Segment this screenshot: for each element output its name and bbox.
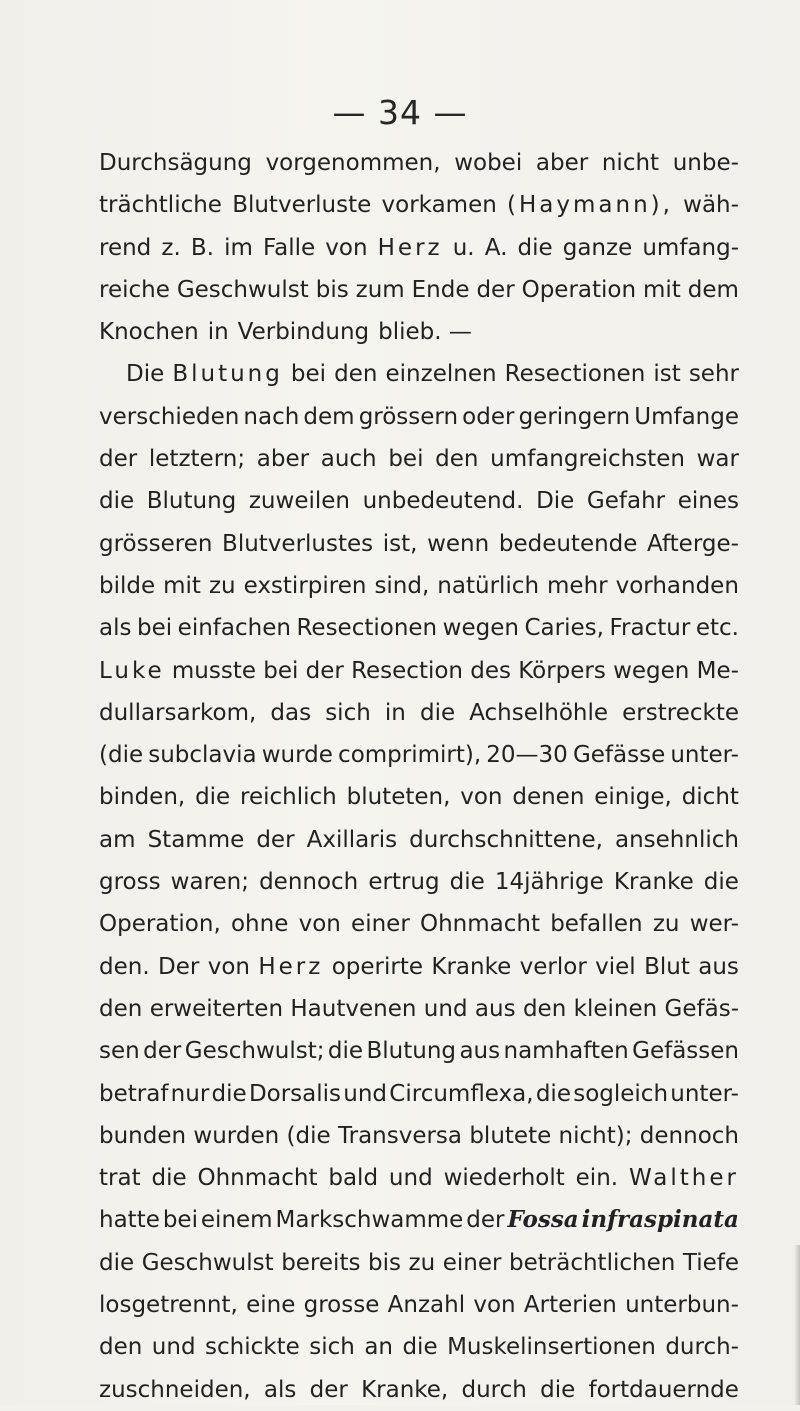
word: ansehnlich bbox=[614, 826, 739, 853]
word: Blutverluste bbox=[232, 192, 372, 219]
word: Dorsalis bbox=[248, 1080, 342, 1107]
word: Resectionen bbox=[504, 361, 646, 388]
word: ist bbox=[653, 361, 681, 388]
word: Caries, bbox=[524, 615, 604, 642]
word: unterbun- bbox=[625, 1292, 739, 1319]
word: Geschwulst; bbox=[184, 1038, 325, 1065]
word: einer bbox=[351, 911, 410, 938]
word: etc. bbox=[695, 615, 739, 642]
word: Gefässe bbox=[572, 742, 666, 769]
word: dennoch bbox=[639, 1122, 739, 1149]
text-line bbox=[99, 692, 739, 734]
text-line bbox=[99, 607, 739, 649]
word: den. bbox=[99, 953, 150, 980]
word: zum bbox=[355, 276, 405, 303]
word: verlor bbox=[519, 953, 587, 980]
word: binden, bbox=[99, 784, 186, 811]
text-line bbox=[99, 184, 739, 226]
text-line bbox=[99, 480, 739, 522]
word: bunden bbox=[99, 1122, 187, 1149]
word: ist, bbox=[382, 530, 418, 557]
word: wäh- bbox=[683, 192, 739, 219]
word: dennoch bbox=[259, 869, 359, 896]
word: Fossa bbox=[507, 1206, 579, 1234]
body-text bbox=[99, 142, 739, 1411]
word: Ohnmacht bbox=[419, 911, 540, 938]
text-line bbox=[99, 1073, 739, 1115]
word: an bbox=[364, 1334, 393, 1361]
word: durchschnittene, bbox=[409, 826, 603, 853]
word: den bbox=[334, 361, 378, 388]
text-line bbox=[99, 861, 739, 903]
word: durch bbox=[461, 1376, 527, 1403]
word: Blut bbox=[644, 953, 690, 980]
word: dem bbox=[687, 276, 739, 303]
word: Muskelinsertionen bbox=[447, 1334, 656, 1361]
word: verschieden bbox=[99, 403, 240, 430]
word: (die bbox=[286, 1122, 331, 1149]
word: B. bbox=[190, 234, 214, 261]
word: rend bbox=[99, 234, 152, 261]
word: comprimirt), bbox=[338, 742, 482, 769]
word: einer bbox=[442, 1249, 502, 1276]
word: zu bbox=[408, 1249, 436, 1276]
word: Geschwulst bbox=[141, 1249, 274, 1276]
word: Anzahl bbox=[387, 1292, 466, 1319]
word: bei bbox=[388, 446, 424, 473]
word: die bbox=[195, 784, 231, 811]
word: denen bbox=[512, 784, 585, 811]
word: z. bbox=[161, 234, 181, 261]
text-line bbox=[99, 946, 739, 988]
word: unbe- bbox=[672, 150, 739, 176]
text-line bbox=[99, 565, 739, 607]
word: vorkamen bbox=[381, 192, 497, 219]
word: musste bbox=[171, 657, 256, 684]
text-line bbox=[99, 776, 739, 818]
word: umfang- bbox=[642, 234, 739, 261]
word: geringern bbox=[518, 403, 631, 430]
word: infraspinata bbox=[581, 1206, 739, 1234]
word: Die bbox=[126, 361, 165, 388]
word: den bbox=[435, 446, 479, 473]
word: Circumflexa, bbox=[389, 1080, 534, 1107]
word: Gefässen bbox=[632, 1038, 739, 1065]
word: der bbox=[309, 1376, 348, 1403]
word: Blutverlustes bbox=[222, 530, 374, 557]
word: Hautvenen bbox=[290, 995, 417, 1022]
word: einige, bbox=[594, 784, 672, 811]
word: eine bbox=[246, 1292, 296, 1319]
word: zuweilen bbox=[248, 488, 350, 515]
word: der bbox=[143, 1038, 182, 1065]
word: Operation, bbox=[99, 911, 221, 938]
word: im bbox=[224, 234, 253, 261]
word: in bbox=[384, 699, 406, 726]
word: (Haymann), bbox=[507, 192, 673, 219]
text-line bbox=[99, 438, 739, 480]
word: fortdauernde bbox=[588, 1376, 739, 1403]
word: mehr bbox=[547, 572, 608, 599]
word: eines bbox=[677, 488, 739, 515]
word: Markschwamme bbox=[275, 1207, 464, 1234]
word: Durchsägung bbox=[99, 150, 252, 176]
word: erweiterten bbox=[149, 995, 284, 1022]
word: die bbox=[151, 1165, 187, 1192]
word: auch bbox=[320, 446, 377, 473]
word: bereits bbox=[281, 1249, 361, 1276]
word: beträchtlichen bbox=[509, 1249, 676, 1276]
word: subclavia bbox=[148, 742, 257, 769]
word: bilde bbox=[99, 572, 156, 599]
word: Knochen bbox=[99, 319, 199, 346]
text-line bbox=[99, 1157, 739, 1199]
word: den bbox=[522, 995, 567, 1022]
word: Operation bbox=[521, 276, 637, 303]
word: mit bbox=[643, 276, 681, 303]
word: als bbox=[263, 1376, 297, 1403]
word: bei bbox=[263, 657, 299, 684]
word: nicht bbox=[601, 150, 660, 176]
word: aber bbox=[256, 446, 310, 473]
word: Blutung bbox=[146, 488, 237, 515]
word: 20—30 bbox=[486, 742, 568, 769]
word: sehr bbox=[688, 361, 739, 388]
word: dullarsarkom, bbox=[99, 699, 257, 726]
word: bei bbox=[137, 615, 173, 642]
word: Walther bbox=[628, 1165, 739, 1192]
word: Ohnmacht bbox=[197, 1165, 318, 1192]
word: bluteten, bbox=[346, 784, 451, 811]
word: Umfange bbox=[634, 403, 739, 430]
word: Ende bbox=[411, 276, 470, 303]
word: bei bbox=[290, 361, 327, 388]
word: Geschwulst bbox=[176, 276, 309, 303]
word: durch- bbox=[665, 1334, 739, 1361]
word: wurde bbox=[261, 742, 333, 769]
word: die bbox=[703, 869, 739, 896]
word: und bbox=[388, 1165, 433, 1192]
word: wenn bbox=[427, 530, 490, 557]
word: in bbox=[207, 319, 229, 346]
word: unter- bbox=[670, 742, 739, 769]
word: einfachen bbox=[177, 615, 291, 642]
text-line bbox=[99, 988, 739, 1030]
word: den bbox=[99, 1334, 143, 1361]
word: bedeutende bbox=[498, 530, 638, 557]
word: der bbox=[305, 657, 344, 684]
text-line bbox=[99, 269, 739, 311]
word: unbedeutend. bbox=[362, 488, 524, 515]
word: bis bbox=[315, 276, 349, 303]
word: Afterge- bbox=[647, 530, 739, 557]
word: reiche bbox=[99, 276, 170, 303]
word: bald bbox=[328, 1165, 379, 1192]
word: von bbox=[473, 1292, 516, 1319]
word: Resectionen bbox=[296, 615, 438, 642]
word: Kranke bbox=[613, 869, 694, 896]
word: Kranke bbox=[431, 953, 512, 980]
word: Achselhöhle bbox=[469, 699, 609, 726]
text-line bbox=[99, 142, 739, 184]
text-line bbox=[99, 523, 739, 565]
word: sich bbox=[309, 1334, 355, 1361]
word: wer- bbox=[689, 911, 739, 938]
word: ganze bbox=[562, 234, 633, 261]
word: nicht); bbox=[558, 1122, 633, 1149]
word: die bbox=[449, 869, 485, 896]
text-line bbox=[99, 734, 739, 776]
word: aus bbox=[698, 953, 739, 980]
word: vorgenommen, bbox=[265, 150, 441, 176]
word: Blutung bbox=[366, 1038, 457, 1065]
text-line bbox=[99, 903, 739, 945]
word: gross bbox=[99, 869, 161, 896]
word: erstreckte bbox=[622, 699, 739, 726]
word: sind, bbox=[374, 572, 430, 599]
word: Körpers bbox=[518, 657, 606, 684]
word: Axillaris bbox=[306, 826, 398, 853]
word: blutete bbox=[469, 1122, 552, 1149]
word: ohne bbox=[230, 911, 289, 938]
word: wegen bbox=[613, 657, 690, 684]
word: wegen bbox=[442, 615, 519, 642]
text-line bbox=[99, 353, 739, 395]
word: der bbox=[466, 1207, 505, 1234]
word: betraf bbox=[99, 1080, 169, 1107]
word: von bbox=[298, 911, 341, 938]
word: oder bbox=[462, 403, 515, 430]
word: und bbox=[151, 1334, 196, 1361]
word: Herz bbox=[377, 234, 443, 261]
word: grösseren bbox=[99, 530, 213, 557]
word: der bbox=[99, 446, 138, 473]
word: befallen bbox=[550, 911, 643, 938]
word: zu bbox=[208, 572, 236, 599]
word: 14jährige bbox=[494, 869, 604, 896]
word: die bbox=[535, 1080, 571, 1107]
word: mit bbox=[163, 572, 201, 599]
word: von bbox=[207, 953, 250, 980]
page-edge-shadow bbox=[794, 1245, 800, 1405]
word: das bbox=[270, 699, 312, 726]
text-line bbox=[99, 311, 739, 353]
word: Stamme bbox=[147, 826, 245, 853]
word: die bbox=[402, 1334, 438, 1361]
text-line bbox=[99, 1326, 739, 1368]
word: wiederholt bbox=[443, 1165, 565, 1192]
word: reichlich bbox=[240, 784, 337, 811]
word: letztern; bbox=[148, 446, 246, 473]
word: wurden bbox=[193, 1122, 280, 1149]
word: Fractur bbox=[609, 615, 691, 642]
word: Verbindung bbox=[237, 319, 370, 346]
word: zuschneiden, bbox=[99, 1376, 251, 1403]
word: blieb. — bbox=[378, 319, 472, 346]
page-number: — 34 — bbox=[332, 93, 468, 132]
word: A. bbox=[484, 234, 508, 261]
word: waren; bbox=[170, 869, 249, 896]
word: dicht bbox=[681, 784, 739, 811]
word: Transversa bbox=[337, 1122, 463, 1149]
text-line bbox=[99, 1199, 739, 1241]
word: die bbox=[419, 699, 456, 726]
word: Tiefe bbox=[682, 1249, 739, 1276]
word: umfangreichsten bbox=[490, 446, 685, 473]
word: einzelnen bbox=[385, 361, 497, 388]
word: die bbox=[540, 1376, 576, 1403]
word: aus bbox=[474, 995, 516, 1022]
text-line bbox=[99, 1115, 739, 1157]
word: Gefäs- bbox=[664, 995, 739, 1022]
word: vorhanden bbox=[615, 572, 739, 599]
text-line bbox=[99, 1284, 739, 1326]
word: bis bbox=[368, 1249, 401, 1276]
word: sich bbox=[325, 699, 371, 726]
word: als bbox=[99, 615, 132, 642]
word: der bbox=[476, 276, 515, 303]
word: des bbox=[470, 657, 511, 684]
word: Kranke, bbox=[361, 1376, 449, 1403]
word: am bbox=[99, 826, 136, 853]
text-line bbox=[99, 227, 739, 269]
word: die bbox=[211, 1080, 247, 1107]
word: unter- bbox=[670, 1080, 739, 1107]
word: und bbox=[343, 1080, 388, 1107]
word: hatte bbox=[99, 1207, 160, 1234]
word: trächtliche bbox=[99, 192, 222, 219]
text-line bbox=[99, 819, 739, 861]
word: den bbox=[99, 995, 143, 1022]
word: die bbox=[517, 234, 553, 261]
word: war bbox=[696, 446, 739, 473]
word: ertrug bbox=[368, 869, 440, 896]
word: die bbox=[99, 488, 135, 515]
word: die bbox=[99, 1249, 135, 1276]
text-line bbox=[99, 1030, 739, 1072]
word: losgetrennt, bbox=[99, 1292, 238, 1319]
word: dem bbox=[303, 403, 355, 430]
word: Falle bbox=[263, 234, 316, 261]
word: von bbox=[460, 784, 503, 811]
word: wobei bbox=[454, 150, 523, 176]
word: trat bbox=[99, 1165, 141, 1192]
word: Herz bbox=[258, 953, 324, 980]
word: Me- bbox=[696, 657, 739, 684]
word: aber bbox=[535, 150, 589, 176]
word: Gefahr bbox=[586, 488, 666, 515]
word: Luke bbox=[99, 657, 165, 684]
word: Die bbox=[536, 488, 575, 515]
word: bei bbox=[162, 1207, 198, 1234]
word: ein. bbox=[575, 1165, 619, 1192]
word: namhaften bbox=[503, 1038, 629, 1065]
text-line bbox=[99, 396, 739, 438]
word: grössern bbox=[358, 403, 459, 430]
word: nach bbox=[243, 403, 300, 430]
word: sogleich bbox=[573, 1080, 669, 1107]
word: grosse bbox=[303, 1292, 380, 1319]
word: (die bbox=[99, 742, 144, 769]
word: und bbox=[423, 995, 468, 1022]
word: aus bbox=[459, 1038, 501, 1065]
word: Resection bbox=[351, 657, 463, 684]
word: von bbox=[325, 234, 368, 261]
text-line bbox=[99, 650, 739, 692]
word: u. bbox=[452, 234, 475, 261]
word: nur bbox=[170, 1080, 210, 1107]
word: die bbox=[327, 1038, 364, 1065]
word: kleinen bbox=[573, 995, 658, 1022]
text-line bbox=[99, 1242, 739, 1284]
word: zu bbox=[652, 911, 680, 938]
word: der bbox=[256, 826, 295, 853]
word: sen bbox=[99, 1038, 140, 1065]
word: operirte bbox=[331, 953, 424, 980]
word: viel bbox=[595, 953, 636, 980]
word: einem bbox=[200, 1207, 273, 1234]
word: natürlich bbox=[437, 572, 540, 599]
word: Arterien bbox=[523, 1292, 617, 1319]
word: schickte bbox=[205, 1334, 300, 1361]
word: Der bbox=[158, 953, 200, 980]
word: Blutung bbox=[172, 361, 283, 388]
word: exstirpiren bbox=[243, 572, 367, 599]
